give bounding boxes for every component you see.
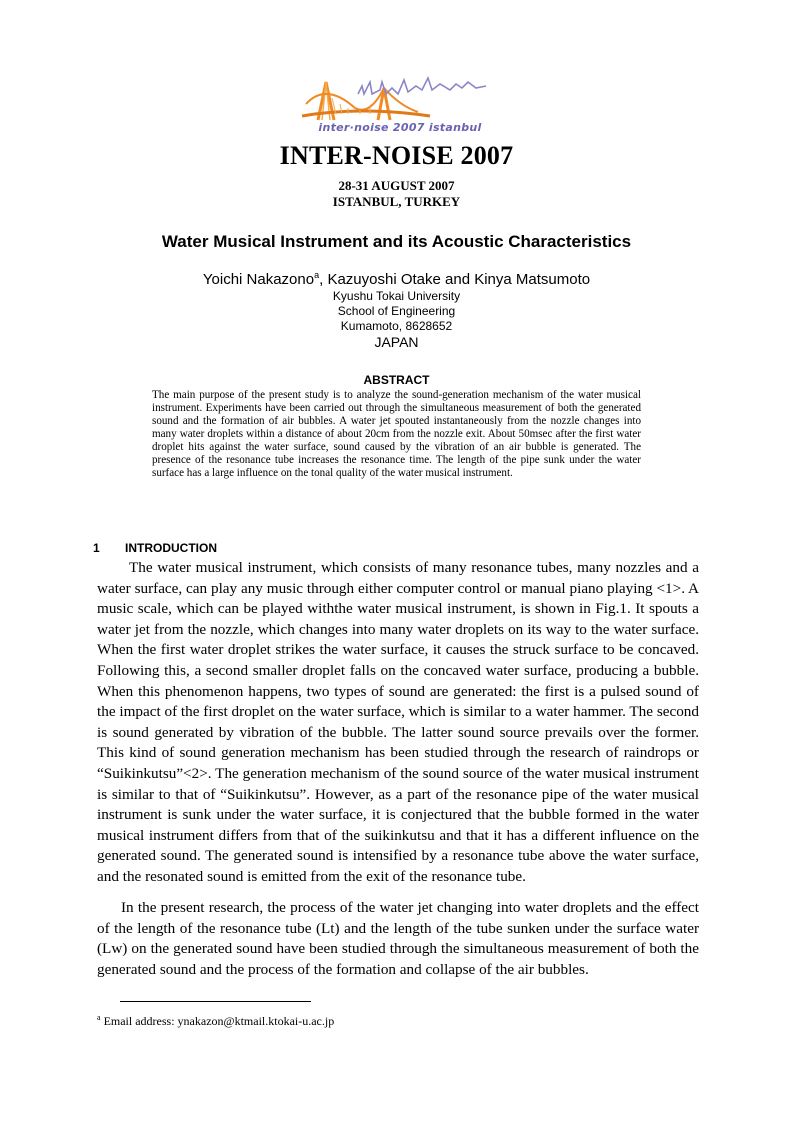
footnote-text: Email address: ynakazon@ktmail.ktokai-u.ac.jp — [100, 1014, 335, 1028]
paper-title: Water Musical Instrument and its Acoustic Characteristics — [161, 232, 632, 251]
footnote-mark: a — [97, 1013, 101, 1022]
section-heading — [93, 541, 217, 555]
other-authors: , Kazuyoshi Otake and Kinya Matsumoto — [319, 271, 591, 288]
affiliation-city: Kumamoto, 8628652 — [340, 319, 453, 333]
conference-title: INTER-NOISE 2007 — [279, 141, 514, 170]
conference-place: ISTANBUL, TURKEY — [332, 194, 461, 209]
affiliation-university: Kyushu Tokai University — [332, 289, 461, 303]
intro-paragraph: The water musical instrument, which consists of many resonance tubes, many nozzles and a water surface, can play any music through either computer control or manual piano playing <1>. A music scale, which can be played withthe water musical instrument, is shown in Fig.1. It spouts a water jet from the nozzle, which changes into many water droplets on its way to the water surface. When the first water droplet strikes the water surface, it causes the struck surface to be concaved. Following this, a second smaller droplet falls on the concaved water surface, producing a bubble. When this phenomenon happens, two types of sound are generated: the first is a pulsed sound of the impact of the first droplet on the water surface, which is similar to a water hammer. The second is sound generated by vibration of the bubble. The latter sound source prevails over the former. This kind of sound generation mechanism has been studied through the research of raindrops or “Suikinkutsu”<2>. The generation mechanism of the sound source of the water musical instrument is similar to that of “Suikinkutsu”. However, as a part of the resonance pipe of the water musical instrument is sunk under the water surface, it is conjectured that the bubble formed in the water musical instrument differs from that of the suikinkutsu and that it has a different influence on the generated sound. The generated sound is intensified by a resonance tube above the water surface, and the resonated sound is emitted from the exit of the resonance tube. — [97, 559, 699, 885]
abstract-heading: ABSTRACT — [363, 373, 430, 387]
section-title: INTRODUCTION — [125, 541, 217, 555]
conference-date: 28-31 AUGUST 2007 — [338, 178, 455, 193]
footnote-divider — [120, 1001, 311, 1002]
author-footnote-mark: a — [314, 270, 320, 280]
affiliation-school: School of Engineering — [337, 304, 456, 318]
section-number: 1 — [93, 541, 100, 555]
first-author: Yoichi Nakazono — [202, 271, 315, 288]
logo-text: inter·noise 2007 istanbul — [318, 121, 482, 134]
intro-paragraph: In the present research, the process of the water jet changing into water droplets and the effect of the length of the resonance tube (Lt) and the length of the tube sunken under the surface water (Lw) on the generated sound have been studied through the simultaneous measurement of both the generated sound and the process of the formation and collapse of the air bubbles. — [97, 899, 699, 978]
abstract-text: The main purpose of the present study is to analyze the sound-generation mechanism of the water musical instrument. Experiments have been carried out through the simultaneous measurement of both the generated sound and the formation of air bubbles. A water jet spouted instantaneously from the nozzle changes into many water droplets within a distance of about 20cm from the nozzle exit. About 50msec after the first water droplet hits against the water surface, sound caused by the vibration of an air bubble is generated. The presence of the resonance tube increases the resonance time. The length of the pipe sunk under the water surface has a large influence on the tonal quality of the water musical instrument. — [152, 389, 641, 479]
waveform-graphic — [358, 78, 486, 94]
affiliation-country: JAPAN — [374, 334, 419, 350]
author-list — [0, 270, 793, 288]
bridge-graphic — [302, 82, 430, 120]
footnote — [97, 1013, 334, 1029]
